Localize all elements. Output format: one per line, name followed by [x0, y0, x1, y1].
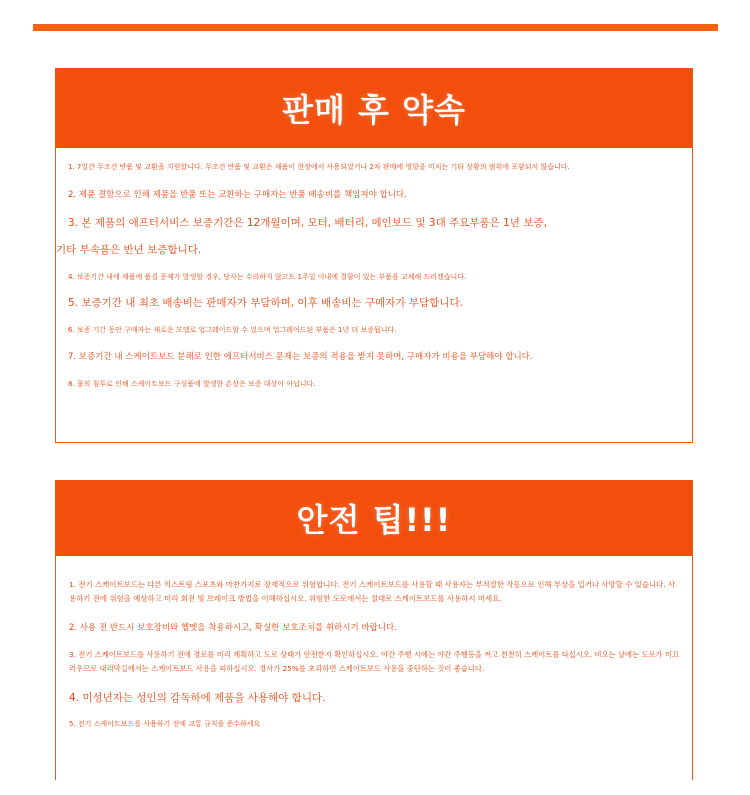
safety-item-4: 4. 미성년자는 성인의 감독하에 제품을 사용해야 합니다. [69, 691, 326, 704]
after-sale-item-6: 6. 보증 기간 동안 구매자는 새로운 모델로 업그레이드할 수 있으며 업그레이드된 부품은 1년 더 보증됩니다. [68, 325, 397, 334]
after-sale-item-8: 8. 물의 침투로 인해 스케이트보드 구성품에 발생한 손상은 보증 대상이 아닙니다. [68, 380, 316, 389]
safety-item-2: 2. 사용 전 반드시 보호장비와 헬멧을 착용하시고, 확실한 보호조치를 취하시기 바랍니다. [69, 622, 397, 633]
after-sale-item-3: 3. 본 제품의 애프터서비스 보증기간은 12개월이며, 모터, 배터리, 메인보드 및 3대 주요부품은 1년 보증, [68, 216, 547, 229]
after-sale-title: 판매 후 약속 [56, 68, 692, 148]
safety-item-1: 1. 전기 스케이트보드는 다른 익스트림 스포츠와 마찬가지로 잠재적으로 위험합니다. 전기 스케이트보드를 사용할 때 사용자는 부적절한 작동으로 인해 부상을 입거나 사망할 수 있습니다. 사용하기 전에 위험을 예상하고 미리 회전 및 브레이크 방법을 이해하십시오. 위험한 도로에서는 절대로 스케이트보드를 사용하지 마세요. [69, 580, 676, 604]
after-sale-item-3-cont: 기타 부속품은 반년 보증합니다. [56, 244, 202, 257]
top-accent-bar [33, 24, 718, 31]
after-sale-item-5: 5. 보증기간 내 최초 배송비는 판매자가 부담하며, 이후 배송비는 구매자가 부담합니다. [68, 297, 463, 310]
safety-list [56, 578, 692, 728]
safety-item-5: 5. 전기 스케이트보드를 사용하기 전에 교통 규칙을 준수하세요 [69, 720, 261, 729]
after-sale-panel [55, 68, 693, 443]
after-sale-item-2: 2. 제품 결함으로 인해 제품을 반품 또는 교환하는 구매자는 반품 배송비를 책임져야 합니다. [68, 190, 407, 201]
after-sale-item-7: 7. 보증기간 내 스케이트보드 분해로 인한 애프터서비스 문제는 보증의 적용을 받지 못하며, 구매자가 비용을 부담해야 합니다. [68, 352, 533, 363]
safety-panel [55, 480, 693, 780]
safety-title: 안전 팁!!! [56, 480, 692, 556]
after-sale-item-4: 4. 보증기간 내에 제품에 품질 문제가 발생할 경우, 당사는 수리하지 않고도 1주일 이내에 결함이 있는 부품을 교체해 드리겠습니다. [68, 272, 467, 281]
after-sale-list [56, 163, 692, 389]
after-sale-item-1: 1. 7일간 무조건 반품 및 교환을 지원합니다. 무조건 반품 및 교환은 제품이 현장에서 사용되었거나 2차 판매에 영향을 미치는 기타 상황의 범위에 포함되지 않습니다. [68, 163, 570, 171]
safety-item-3: 3. 전기 스케이트보드를 사용하기 전에 경로를 미리 계획하고 도로 상태가 안전한지 확인하십시오. 야간 주행 시에는 야간 주행등을 켜고 천천히 스케이트를 타십시오. 비오는 날에는 도로가 미끄러우므로 내리막길에서는 스케이트보드 사용을 피하십시오. 경사가 25%를 초과하면 스케이트보드 사용을 중단하는 것이 좋습니다. [69, 650, 680, 674]
